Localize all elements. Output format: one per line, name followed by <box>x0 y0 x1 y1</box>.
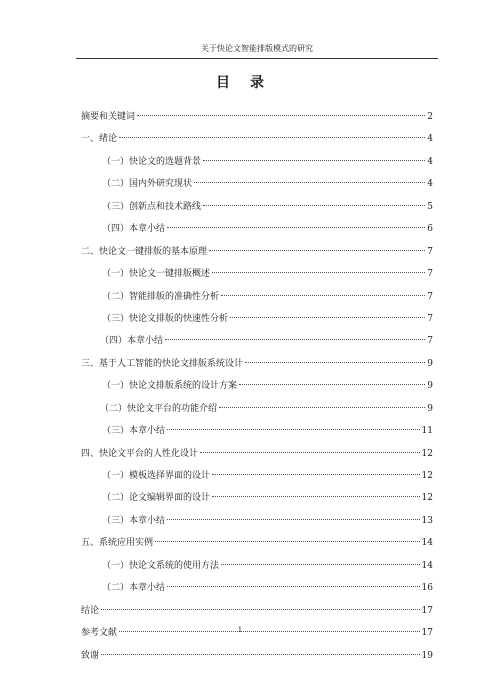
toc-entry-label: 三、基于人工智能的快论文排版系统设计 <box>81 358 244 369</box>
toc-entry-page-number: 17 <box>421 605 433 616</box>
toc-entry[interactable] <box>81 600 433 622</box>
toc-dot-leader <box>212 272 425 273</box>
toc-entry-label: 二、快论文一键排版的基本原理 <box>81 246 208 257</box>
toc-entry[interactable] <box>81 532 433 554</box>
toc-dot-leader <box>155 541 420 542</box>
toc-dot-leader <box>209 250 425 251</box>
toc-entry-label: （一）快论文的选题背景 <box>102 156 202 167</box>
toc-entry-page-number: 14 <box>421 538 433 549</box>
toc-dot-leader <box>137 115 425 116</box>
toc-entry-page-number: 9 <box>427 381 433 392</box>
toc-entry-page-number: 13 <box>421 515 433 526</box>
toc-entry-page-number: 7 <box>427 246 433 257</box>
toc-entry[interactable] <box>81 577 433 599</box>
toc-entry-page-number: 2 <box>427 112 433 122</box>
toc-entry-page-number: 9 <box>427 403 433 414</box>
toc-entry-label: （一）快论文系统的使用方法 <box>102 560 220 571</box>
toc-entry[interactable] <box>81 555 433 577</box>
table-of-contents <box>81 106 433 667</box>
toc-dot-leader <box>101 654 420 655</box>
toc-entry-label: （二）论文编辑界面的设计 <box>102 493 211 504</box>
toc-entry-label: （三）本章小结 <box>102 515 166 526</box>
toc-entry-page-number: 6 <box>427 224 433 235</box>
toc-dot-leader <box>119 137 425 138</box>
toc-entry-label: 摘要和关键词 <box>81 112 136 122</box>
toc-entry-page-number: 7 <box>427 313 433 324</box>
toc-entry-label: 参考文献 <box>81 628 118 639</box>
toc-entry-page-number: 7 <box>427 269 433 280</box>
toc-entry-label: （一）模板选择界面的设计 <box>102 471 211 481</box>
toc-entry[interactable] <box>81 218 433 240</box>
toc-entry[interactable] <box>81 173 433 195</box>
page-number: 1 <box>237 626 243 634</box>
toc-entry-label: 致谢 <box>81 650 100 661</box>
toc-entry-page-number: 11 <box>421 426 433 437</box>
toc-entry-label: 四、快论文平台的人性化设计 <box>81 448 199 459</box>
toc-entry-label: （二）智能排版的准确性分析 <box>102 291 220 302</box>
toc-entry[interactable] <box>81 241 433 263</box>
toc-entry[interactable] <box>81 106 433 128</box>
toc-entry[interactable] <box>81 443 433 465</box>
toc-dot-leader <box>221 295 425 296</box>
toc-entry-page-number: 7 <box>427 291 433 302</box>
toc-entry-page-number: 16 <box>421 583 433 594</box>
toc-entry[interactable] <box>81 353 433 375</box>
toc-entry[interactable] <box>81 308 433 330</box>
toc-entry-label: （三）本章小结 <box>102 426 166 437</box>
toc-entry-label: （二）本章小结 <box>102 583 166 594</box>
toc-entry-page-number: 7 <box>427 336 433 347</box>
toc-entry[interactable] <box>81 263 433 285</box>
toc-entry-page-number: 17 <box>421 628 433 639</box>
toc-entry[interactable] <box>81 196 433 218</box>
toc-entry[interactable] <box>81 128 433 150</box>
toc-dot-leader <box>200 452 420 453</box>
toc-entry-page-number: 12 <box>421 471 433 481</box>
toc-entry[interactable] <box>81 510 433 532</box>
toc-dot-leader <box>203 160 425 161</box>
toc-entry-label: （一）快论文排版系统的设计方案 <box>102 381 238 392</box>
toc-entry[interactable] <box>81 375 433 397</box>
running-header: 关于快论文智能排版模式的研究 <box>76 44 438 59</box>
toc-entry[interactable] <box>81 420 433 442</box>
toc-dot-leader <box>212 496 420 497</box>
toc-dot-leader <box>221 564 420 565</box>
toc-entry-page-number: 4 <box>427 134 433 145</box>
toc-dot-leader <box>101 609 420 610</box>
toc-dot-leader <box>167 429 420 430</box>
toc-entry-page-number: 9 <box>427 358 433 369</box>
toc-dot-leader <box>245 362 425 363</box>
toc-entry-label: （四）本章小结 <box>100 336 164 347</box>
toc-dot-leader <box>219 407 425 408</box>
toc-entry-label: （三）创新点和技术路线 <box>102 201 202 212</box>
toc-dot-leader <box>167 586 420 587</box>
toc-entry-label: 五、系统应用实例 <box>81 538 154 549</box>
toc-entry[interactable] <box>81 151 433 173</box>
toc-entry-page-number: 12 <box>421 493 433 504</box>
toc-entry[interactable] <box>81 286 433 308</box>
toc-entry-label: 结论 <box>81 605 100 616</box>
toc-entry-page-number: 4 <box>427 179 433 190</box>
toc-entry[interactable] <box>81 645 433 667</box>
toc-entry-page-number: 12 <box>421 448 433 459</box>
toc-entry-page-number: 5 <box>427 201 433 212</box>
toc-entry[interactable] <box>81 330 433 352</box>
toc-dot-leader <box>230 317 425 318</box>
toc-dot-leader <box>167 519 420 520</box>
toc-dot-leader <box>212 474 420 475</box>
toc-entry-label: （二）快论文平台的功能介绍 <box>100 403 218 414</box>
toc-entry[interactable] <box>81 487 433 509</box>
toc-entry-page-number: 14 <box>421 560 433 571</box>
toc-entry[interactable] <box>81 398 433 420</box>
toc-dot-leader <box>167 227 425 228</box>
toc-entry-label: （三）快论文排版的快速性分析 <box>102 313 229 324</box>
toc-dot-leader <box>239 384 425 385</box>
toc-title: 目录 <box>216 75 284 91</box>
toc-entry-label: （四）本章小结 <box>102 224 166 235</box>
toc-entry-page-number: 4 <box>427 156 433 167</box>
toc-dot-leader <box>165 339 425 340</box>
toc-entry-page-number: 19 <box>421 650 433 661</box>
toc-entry[interactable] <box>81 465 433 487</box>
toc-entry-label: （二）国内外研究现状 <box>102 179 193 190</box>
toc-entry-label: 一、绪论 <box>81 134 118 145</box>
toc-entry-label: （一）快论文一键排版概述 <box>102 269 211 280</box>
toc-dot-leader <box>194 182 425 183</box>
toc-dot-leader <box>203 205 425 206</box>
